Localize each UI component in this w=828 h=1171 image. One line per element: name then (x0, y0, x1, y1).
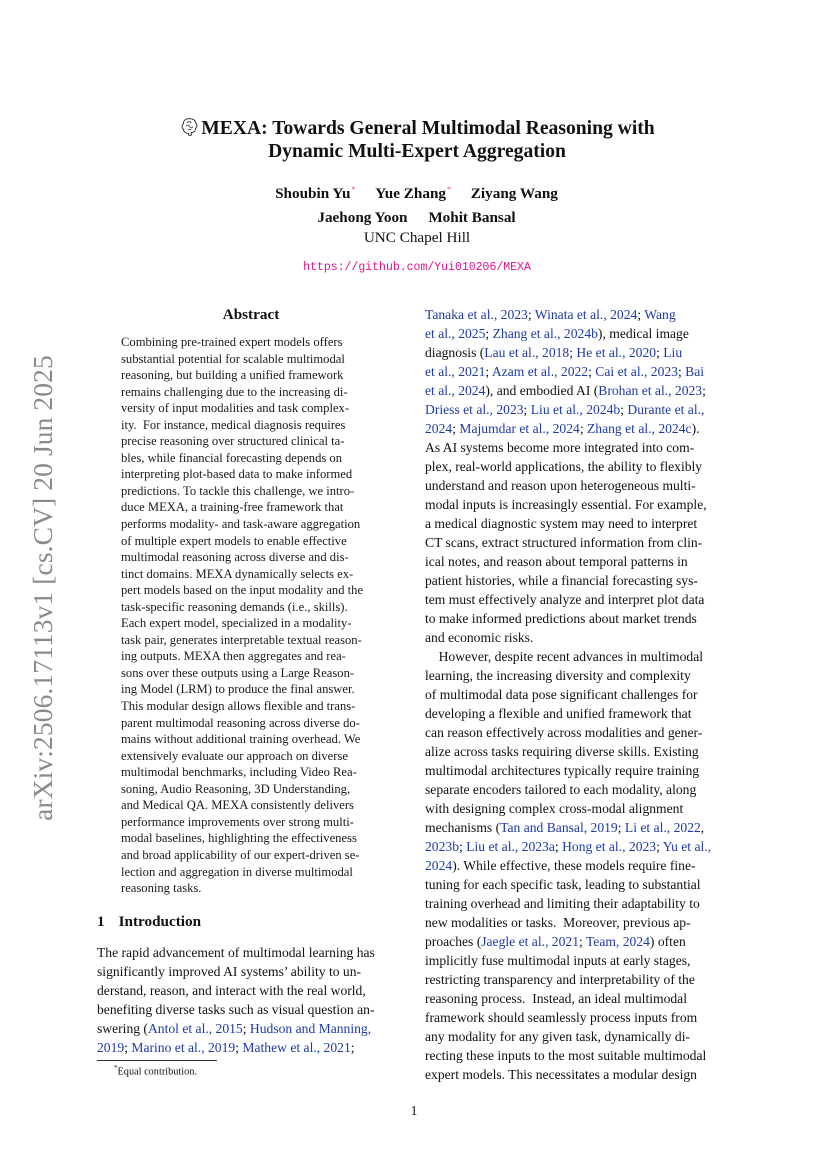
citation-link[interactable]: Li et al., 2022 (624, 820, 701, 835)
title-line-1-text: MEXA: Towards General Multimodal Reasoning with (201, 118, 655, 139)
citation-link[interactable]: Winata et al., 2024 (534, 307, 638, 322)
text-line (425, 324, 734, 343)
abstract-line: ing Model (LRM) to produce the final answer. (121, 682, 355, 697)
abstract-line: reasoning tasks. (121, 881, 202, 896)
text-line (425, 514, 734, 533)
body-text: The rapid advancement of multimodal learning has (97, 945, 375, 960)
citation-link[interactable]: Mathew et al., 2021 (242, 1040, 351, 1055)
body-text: proaches ( (425, 934, 482, 949)
text-line (425, 343, 734, 362)
abstract-line: soning, Audio Reasoning, 3D Understanding, (121, 781, 351, 796)
citation-link[interactable]: Tanaka et al., 2023 (425, 307, 528, 322)
body-text: ; (656, 345, 664, 360)
body-text: ; (452, 421, 460, 436)
author-name: Ziyang Wang (470, 185, 558, 202)
body-text: ; (579, 421, 587, 436)
citation-link[interactable]: Jaegle et al., 2021 (481, 934, 579, 949)
footnote (114, 1064, 197, 1077)
affiliation: UNC Chapel Hill (363, 229, 471, 246)
body-text: training overhead and limiting their adaptability to (425, 896, 700, 911)
body-text: with designing complex cross-modal alignment (425, 801, 684, 816)
abstract-line: duce MEXA, a training-free framework that (121, 500, 344, 515)
body-text: , (700, 820, 705, 835)
text-line (425, 381, 734, 400)
text-line (425, 305, 734, 324)
abstract-line: ing outputs. MEXA then aggregates and rea- (121, 649, 346, 664)
body-text: ; (569, 345, 577, 360)
citation-link[interactable]: 2024 (425, 858, 453, 873)
body-text: ; (458, 839, 467, 854)
abstract-line: extensively evaluate our approach on diverse (121, 748, 348, 763)
body-text: ; (554, 839, 563, 854)
body-text: a medical diagnostic system may need to interpret (425, 516, 698, 531)
citation-link[interactable]: et al., 2021 (425, 364, 486, 379)
body-text: modal inputs is increasingly essential. For example, (425, 497, 707, 512)
body-text: ). (691, 421, 700, 436)
body-text: ; (702, 383, 706, 398)
section-title: Introduction (118, 913, 202, 930)
text-line (425, 438, 734, 457)
body-text: ; (656, 839, 663, 854)
citation-link[interactable]: Bai (685, 364, 705, 379)
citation-link[interactable]: et al., 2024 (425, 383, 486, 398)
citation-link[interactable]: et al., 2025 (425, 326, 486, 341)
author-name: Shoubin Yu* (275, 185, 356, 202)
text-line (425, 362, 734, 381)
text-line (425, 818, 734, 837)
body-text: ; (620, 402, 628, 417)
footnote-rule (97, 1060, 217, 1061)
body-text: derstand, reason, and interact with the real world, (97, 983, 366, 998)
text-line (425, 1027, 734, 1046)
citation-link[interactable]: Lau et al., 2018 (484, 345, 570, 360)
citation-link[interactable]: Azam et al., 2022 (491, 364, 589, 379)
body-text: However, despite recent advances in multimodal (425, 649, 704, 664)
body-text: ; (677, 364, 686, 379)
body-text: significantly improved AI systems’ ability to un- (97, 964, 362, 979)
text-line (425, 970, 734, 989)
citation-link[interactable]: He et al., 2020 (576, 345, 657, 360)
text-line (97, 943, 406, 962)
text-line (425, 609, 734, 628)
text-line (425, 647, 734, 666)
github-link[interactable]: https://github.com/Yui010206/MEXA (303, 261, 531, 274)
citation-link[interactable]: 2019 (97, 1040, 125, 1055)
body-text: multimodal architectures typically require training (425, 763, 700, 778)
text-line (425, 875, 734, 894)
abstract-line: modal baselines, highlighting the effectiveness (121, 831, 357, 846)
body-text: patient histories, while a financial forecasting sys- (425, 573, 698, 588)
text-line (425, 742, 734, 761)
abstract-line: This modular design allows flexible and trans- (121, 699, 356, 714)
abstract-line: bles, while financial forecasting depends on (121, 450, 343, 465)
text-line (425, 571, 734, 590)
arxiv-stamp-text: arXiv:2506.17113v1 [cs.CV] 20 Jun 2025 (27, 354, 59, 821)
abstract-line: mains without additional training overhead. We (121, 732, 361, 747)
body-text: alize across tasks requiring diverse skills. Existing (425, 744, 699, 759)
citation-link[interactable]: Brohan et al., 2023 (598, 383, 703, 398)
text-line (97, 962, 406, 981)
text-line (425, 533, 734, 552)
body-text: As AI systems become more integrated into com- (425, 440, 695, 455)
body-text: expert models. This necessitates a modular design (425, 1067, 697, 1082)
body-text: new modalities or tasks. Moreover, previous ap- (425, 915, 691, 930)
abstract-line: remains challenging due to the increasing di- (121, 384, 348, 399)
text-line (425, 457, 734, 476)
abstract-line: predictions. To tackle this challenge, we intro- (121, 483, 355, 498)
citation-link[interactable]: Marino et al., 2019 (131, 1040, 236, 1055)
text-line (425, 476, 734, 495)
page-number: 1 (410, 1103, 418, 1118)
abstract-line: pert models based on the input modality and the (121, 583, 364, 598)
citation-link[interactable]: Hudson and Manning, (249, 1021, 372, 1036)
author-name: Jaehong Yoon (317, 209, 408, 226)
text-line (425, 1065, 734, 1084)
section-heading (97, 913, 201, 931)
body-text: framework should seamlessly process inputs from (425, 1010, 698, 1025)
body-text: ). While effective, these models require fine- (452, 858, 696, 873)
body-text: understand and reason upon heterogeneous multi- (425, 478, 696, 493)
text-line (425, 932, 734, 951)
abstract-line: performance improvements over strong multi- (121, 814, 354, 829)
abstract-line: versity of input modalities and task complex- (121, 401, 350, 416)
text-line (97, 1000, 406, 1019)
body-text: ; (485, 364, 492, 379)
text-line (425, 913, 734, 932)
body-text: ; (617, 820, 625, 835)
footnote-mark: * (114, 1064, 118, 1072)
body-text: and economic risks. (425, 630, 534, 645)
citation-link[interactable]: Cai et al., 2023 (595, 364, 678, 379)
body-text: diagnosis ( (425, 345, 485, 360)
body-text: tem must effectively analyze and interpret plot data (425, 592, 705, 607)
body-text: CT scans, extract structured information from clin- (425, 535, 703, 550)
author-name: Mohit Bansal (428, 209, 516, 226)
citation-link[interactable]: Antol et al., 2015 (147, 1021, 243, 1036)
citation-link[interactable]: Driess et al., 2023 (425, 402, 524, 417)
text-line (425, 761, 734, 780)
body-text: learning, the increasing diversity and complexity (425, 668, 691, 683)
body-text: ; (523, 402, 531, 417)
text-line (425, 666, 734, 685)
body-text: ; (235, 1040, 243, 1055)
abstract-line: interpreting plot-based data to make informed (121, 467, 353, 482)
abstract-line: lection and aggregation in diverse multimodal (121, 864, 353, 879)
paper-title (100, 116, 734, 163)
body-text: ical notes, and reason about temporal patterns in (425, 554, 688, 569)
text-line (425, 552, 734, 571)
citation-link[interactable]: Majumdar et al., 2024 (459, 421, 580, 436)
body-text: ; (527, 307, 535, 322)
citation-link[interactable]: Zhang et al., 2024c (587, 421, 692, 436)
author-block (100, 180, 734, 248)
abstract-line: task-specific reasoning demands (i.e., skills). (121, 599, 348, 614)
body-text: mechanisms ( (425, 820, 501, 835)
abstract-line: Combining pre-trained expert models offers (121, 335, 343, 349)
footnote-text: Equal contribution. (117, 1066, 197, 1078)
citation-link[interactable]: Liu et al., 2024b (530, 402, 621, 417)
text-line (425, 495, 734, 514)
citation-link[interactable]: Hong et al., 2023 (562, 839, 657, 854)
body-text: ) often (649, 934, 686, 949)
text-line (425, 989, 734, 1008)
body-text: developing a flexible and unified framework that (425, 706, 692, 721)
body-text: ; (588, 364, 596, 379)
abstract-line: of multiple expert models to enable effective (121, 533, 347, 548)
text-line (425, 685, 734, 704)
citation-link[interactable]: Wang (644, 307, 676, 322)
citation-link[interactable]: 2024 (425, 421, 453, 436)
body-text: ; (637, 307, 645, 322)
text-line (425, 837, 734, 856)
citation-link[interactable]: Durante et al., (627, 402, 705, 417)
text-line (97, 1019, 406, 1038)
abstract-line: multimodal reasoning across diverse and dis- (121, 550, 349, 565)
body-text: restricting transparency and interpretability of the (425, 972, 695, 987)
abstract-line: multimodal benchmarks, including Video Rea- (121, 765, 357, 780)
text-line (425, 894, 734, 913)
citation-link[interactable]: Team, 2024 (585, 934, 650, 949)
abstract-line: performs modality- and task-aware aggregation (121, 517, 361, 532)
abstract-line: and Medical QA. MEXA consistently delivers (121, 798, 354, 813)
body-text: of multimodal data pose significant challenges for (425, 687, 698, 702)
text-line (425, 723, 734, 742)
text-line (425, 799, 734, 818)
body-text: plex, real-world applications, the ability to flexibly (425, 459, 703, 474)
body-text: ; (124, 1040, 132, 1055)
body-text: reasoning process. Instead, an ideal multimodal (425, 991, 687, 1006)
citation-link[interactable]: Liu (663, 345, 683, 360)
body-text: recting these inputs to the most suitable multimodal (425, 1048, 707, 1063)
body-text: tuning for each specific task, leading to substantial (425, 877, 701, 892)
body-text: any modality for any given task, dynamically di- (425, 1029, 691, 1044)
abstract-line: ity. For instance, medical diagnosis requires (121, 417, 346, 432)
abstract-line: and broad applicability of our expert-driven se- (121, 847, 360, 862)
abstract-line: substantial potential for scalable multimodal (121, 351, 345, 366)
body-text: benefiting diverse tasks such as visual question an- (97, 1002, 375, 1017)
intro-column-right (425, 305, 734, 1084)
abstract-line: Each expert model, specialized in a modality- (121, 616, 352, 631)
title-line-1 (100, 116, 734, 140)
citation-link[interactable]: Liu et al., 2023a (466, 839, 555, 854)
citation-link[interactable]: 2023b (425, 839, 459, 854)
author-line-2 (100, 204, 734, 228)
body-text: ; (350, 1040, 355, 1055)
text-line (97, 981, 406, 1000)
text-line (425, 419, 734, 438)
citation-link[interactable]: Zhang et al., 2024b (492, 326, 598, 341)
abstract-line: sons over these outputs using a Large Reason- (121, 665, 355, 680)
citation-link[interactable]: Tan and Bansal, 2019 (500, 820, 618, 835)
title-line-2: Dynamic Multi-Expert Aggregation (268, 141, 566, 162)
section-number: 1 (97, 913, 105, 930)
citation-link[interactable]: Yu et al., (662, 839, 712, 854)
author-line-1 (100, 180, 734, 204)
body-text: ), and embodied AI ( (485, 383, 599, 398)
author-name: Yue Zhang* (375, 185, 451, 202)
body-text: ; (242, 1021, 250, 1036)
abstract-body (121, 334, 381, 897)
abstract-line: precise reasoning over structured clinical ta- (121, 434, 345, 449)
body-text: separate encoders tailored to each modality, along (425, 782, 697, 797)
text-line (425, 951, 734, 970)
body-text: swering ( (97, 1021, 148, 1036)
body-text: implicitly fuse multimodal inputs at early stages, (425, 953, 691, 968)
abstract-line: task pair, generates interpretable textual reason- (121, 632, 362, 647)
abstract-line: reasoning, but building a unified framework (121, 368, 344, 383)
arxiv-stamp (18, 345, 68, 830)
body-text: to make informed predictions about market trends (425, 611, 697, 626)
text-line (425, 704, 734, 723)
text-line (425, 590, 734, 609)
text-line (425, 856, 734, 875)
text-line (425, 400, 734, 419)
text-line (425, 780, 734, 799)
abstract-line: parent multimodal reasoning across diverse do- (121, 715, 360, 730)
body-text: ), medical image (597, 326, 689, 341)
body-text: can reason effectively across modalities and gener- (425, 725, 703, 740)
body-text: ; (485, 326, 493, 341)
text-line (425, 628, 734, 647)
intro-column-left (97, 943, 406, 1057)
brain-logo-icon (179, 116, 200, 137)
text-line (97, 1038, 406, 1057)
abstract-heading: Abstract (222, 306, 280, 323)
body-text: ; (579, 934, 586, 949)
text-line (425, 1008, 734, 1027)
text-line (425, 1046, 734, 1065)
abstract-line: tinct domains. MEXA dynamically selects ex- (121, 566, 354, 581)
